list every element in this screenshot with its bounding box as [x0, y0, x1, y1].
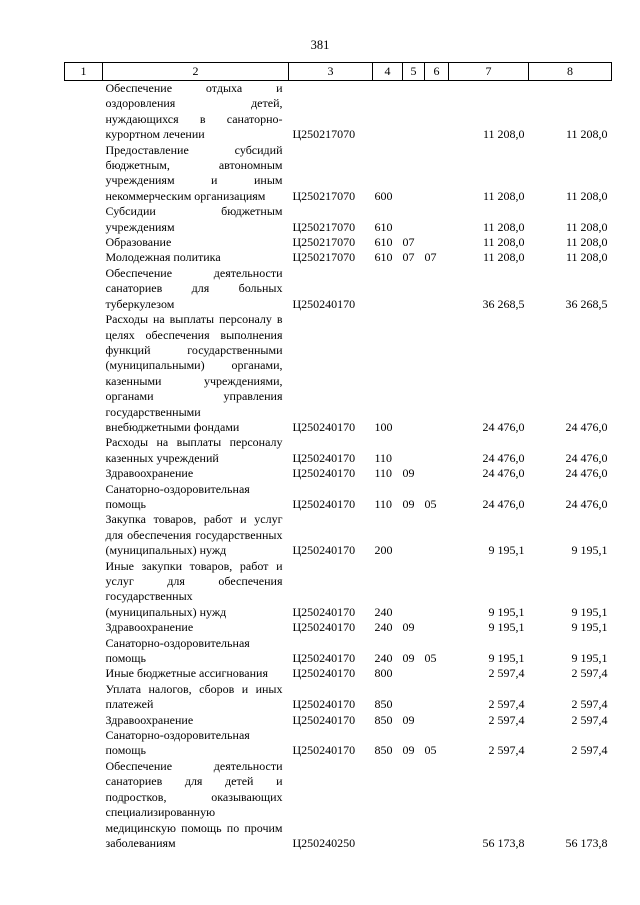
cell-section: 07	[402, 250, 415, 265]
cell-number	[65, 312, 103, 435]
cell-amount-year1: 2 597,4	[488, 712, 525, 727]
cell-amount-year2: 11 208,0	[565, 235, 608, 250]
cell-amount-year2: 36 268,5	[565, 296, 608, 311]
cell-subsection	[425, 235, 449, 250]
header-row	[65, 63, 612, 81]
cell-name: Здравоохранение	[105, 466, 194, 481]
cell-amount-year2: 11 208,0	[565, 127, 608, 142]
cell-amount-year2: 56 173,8	[565, 835, 608, 850]
table-row	[65, 636, 612, 667]
cell-number	[65, 636, 103, 667]
cell-amount-year1: 9 195,1	[488, 651, 525, 666]
cell-amount-year1: 11 208,0	[482, 127, 525, 142]
cell-expense-type: 850	[374, 697, 393, 712]
table-row	[65, 559, 612, 621]
cell-subsection: 07	[424, 250, 437, 265]
cell-target-code: Ц250240170	[292, 450, 356, 465]
cell-target-code: Ц250217070	[292, 188, 356, 203]
cell-number	[65, 620, 103, 635]
cell-target-code: Ц250240250	[292, 835, 356, 850]
header-cell-8: 8	[529, 63, 612, 81]
cell-amount-year2: 2 597,4	[571, 743, 608, 758]
cell-expense-type: 850	[374, 712, 393, 727]
cell-name: Предоставление субсидий бюджетным, автономным учреждениям и иным некоммерческим организациям	[105, 142, 283, 203]
cell-name: Субсидии бюджетным учреждениям	[105, 204, 283, 234]
cell-expense-type: 110	[374, 466, 393, 481]
cell-number	[65, 466, 103, 481]
cell-expense-type: 610	[374, 235, 393, 250]
cell-subsection	[425, 713, 449, 728]
cell-amount-year2: 24 476,0	[565, 450, 608, 465]
cell-section	[403, 666, 425, 681]
cell-expense-type: 850	[374, 743, 393, 758]
cell-target-code: Ц250240170	[292, 620, 356, 635]
cell-subsection	[425, 435, 449, 466]
cell-section	[403, 312, 425, 435]
cell-target-code: Ц250240170	[292, 666, 356, 681]
cell-target-code: Ц250240170	[292, 697, 356, 712]
cell-amount-year1: 9 195,1	[488, 620, 525, 635]
cell-expense-type: 240	[374, 651, 393, 666]
cell-number	[65, 713, 103, 728]
cell-name: Здравоохранение	[105, 712, 194, 727]
cell-section: 09	[402, 620, 415, 635]
cell-target-code: Ц250240170	[292, 296, 356, 311]
cell-name: Уплата налогов, сборов и иных платежей	[105, 681, 283, 712]
cell-expense-type	[373, 759, 403, 851]
cell-name: Санаторно-оздоровительная помощь	[105, 728, 250, 758]
cell-name: Обеспечение деятельности санаториев для больных туберкулезом	[105, 265, 283, 311]
cell-amount-year2: 2 597,4	[571, 712, 608, 727]
cell-amount-year1: 36 268,5	[482, 296, 525, 311]
cell-target-code: Ц250240170	[292, 743, 356, 758]
cell-number	[65, 512, 103, 558]
cell-expense-type: 610	[374, 219, 393, 234]
cell-target-code: Ц250217070	[292, 127, 356, 142]
cell-amount-year1: 24 476,0	[482, 450, 525, 465]
table-row	[65, 235, 612, 250]
cell-target-code: Ц250240170	[292, 496, 356, 511]
cell-subsection: 05	[424, 743, 437, 758]
cell-amount-year2: 24 476,0	[565, 496, 608, 511]
cell-subsection: 05	[424, 496, 437, 511]
cell-name: Расходы на выплаты персоналу казенных учреждений	[105, 435, 283, 465]
table-row	[65, 466, 612, 481]
cell-expense-type: 240	[374, 604, 393, 619]
cell-section	[403, 81, 425, 143]
cell-name: Расходы на выплаты персоналу в целях обеспечения выполнения функций государственными (муниципальными) органами, казенными учреждениями, органами управления государственными внебюджетными фондами	[105, 312, 283, 434]
cell-target-code: Ц250240170	[292, 604, 356, 619]
cell-section	[403, 266, 425, 312]
cell-target-code: Ц250217070	[292, 219, 356, 234]
cell-subsection	[425, 682, 449, 713]
cell-number	[65, 250, 103, 265]
cell-expense-type: 110	[374, 450, 393, 465]
cell-section: 07	[402, 235, 415, 250]
cell-subsection	[425, 312, 449, 435]
cell-name: Иные закупки товаров, работ и услуг для обеспечения государственных (муниципальных) нужд	[105, 558, 283, 619]
table-row	[65, 620, 612, 635]
table-row	[65, 682, 612, 713]
cell-target-code: Ц250240170	[292, 543, 356, 558]
cell-amount-year1: 11 208,0	[482, 235, 525, 250]
cell-subsection	[425, 666, 449, 681]
cell-subsection	[425, 81, 449, 143]
cell-subsection	[425, 266, 449, 312]
cell-name: Обеспечение отдыха и оздоровления детей, нуждающихся в санаторно-курортном лечении	[105, 81, 283, 142]
cell-name: Образование	[105, 235, 172, 250]
cell-target-code: Ц250240170	[292, 419, 356, 434]
cell-subsection: 05	[424, 651, 437, 666]
cell-expense-type: 600	[374, 188, 393, 203]
cell-amount-year2: 11 208,0	[565, 219, 608, 234]
cell-section: 09	[402, 466, 415, 481]
table-row	[65, 512, 612, 558]
cell-target-code: Ц250217070	[292, 235, 356, 250]
cell-target-code: Ц250240170	[292, 466, 356, 481]
cell-name: Санаторно-оздоровительная помощь	[105, 481, 250, 511]
cell-number	[65, 559, 103, 621]
cell-amount-year1: 2 597,4	[488, 697, 525, 712]
table-row	[65, 81, 612, 143]
cell-amount-year1: 11 208,0	[482, 250, 525, 265]
cell-section	[403, 682, 425, 713]
cell-name: Закупка товаров, работ и услуг для обеспечения государственных (муниципальных) нужд	[105, 512, 283, 558]
cell-amount-year1: 9 195,1	[488, 543, 525, 558]
cell-subsection	[425, 204, 449, 235]
table-row	[65, 143, 612, 205]
cell-amount-year2: 9 195,1	[571, 620, 608, 635]
cell-name: Санаторно-оздоровительная помощь	[105, 635, 250, 666]
cell-amount-year1: 56 173,8	[482, 835, 525, 850]
cell-number	[65, 482, 103, 513]
cell-amount-year2: 11 208,0	[565, 250, 608, 265]
cell-expense-type: 200	[374, 543, 393, 558]
table-row	[65, 204, 612, 235]
table-row	[65, 482, 612, 513]
cell-target-code: Ц250240170	[292, 712, 356, 727]
cell-section	[403, 759, 425, 851]
cell-subsection	[425, 559, 449, 621]
cell-number	[65, 728, 103, 759]
cell-section: 09	[402, 651, 415, 666]
cell-number	[65, 81, 103, 143]
cell-section	[403, 512, 425, 558]
page-number: 381	[310, 38, 330, 52]
cell-number	[65, 682, 103, 713]
table-row	[65, 713, 612, 728]
cell-name: Обеспечение деятельности санаториев для детей и подростков, оказывающих специализированную медицинскую помощь по прочим заболеваниям	[105, 758, 283, 850]
cell-section: 09	[402, 496, 415, 511]
cell-section	[403, 143, 425, 205]
cell-amount-year2: 9 195,1	[571, 604, 608, 619]
header-cell-7: 7	[449, 63, 529, 81]
cell-amount-year2: 9 195,1	[571, 651, 608, 666]
cell-amount-year2: 24 476,0	[565, 466, 608, 481]
cell-number	[65, 235, 103, 250]
cell-amount-year1: 2 597,4	[488, 666, 525, 681]
cell-expense-type	[373, 266, 403, 312]
cell-expense-type: 610	[374, 250, 393, 265]
header-cell-5: 5	[403, 63, 425, 81]
cell-expense-type	[373, 81, 403, 143]
table-body	[65, 81, 612, 852]
cell-number	[65, 666, 103, 681]
cell-subsection	[425, 512, 449, 558]
cell-section	[403, 559, 425, 621]
cell-amount-year1: 11 208,0	[482, 188, 525, 203]
cell-name: Молодежная политика	[105, 250, 221, 265]
cell-subsection	[425, 466, 449, 481]
table-row	[65, 435, 612, 466]
cell-expense-type: 240	[374, 620, 393, 635]
cell-section: 09	[402, 712, 415, 727]
header-cell-6: 6	[425, 63, 449, 81]
cell-amount-year2: 11 208,0	[565, 188, 608, 203]
cell-amount-year1: 2 597,4	[488, 743, 525, 758]
cell-amount-year2: 24 476,0	[565, 419, 608, 434]
cell-amount-year2: 2 597,4	[571, 697, 608, 712]
cell-number	[65, 204, 103, 235]
header-cell-1: 1	[65, 63, 103, 81]
cell-target-code: Ц250217070	[292, 250, 356, 265]
cell-name: Иные бюджетные ассигнования	[105, 666, 268, 681]
cell-number	[65, 759, 103, 851]
cell-expense-type: 100	[374, 419, 393, 434]
header-cell-4: 4	[373, 63, 403, 81]
table-row	[65, 312, 612, 435]
cell-amount-year1: 24 476,0	[482, 496, 525, 511]
cell-section	[403, 435, 425, 466]
cell-amount-year1: 24 476,0	[482, 466, 525, 481]
cell-amount-year2: 2 597,4	[571, 666, 608, 681]
cell-section: 09	[402, 743, 415, 758]
cell-amount-year1: 11 208,0	[482, 219, 525, 234]
cell-amount-year1: 24 476,0	[482, 419, 525, 434]
table-row	[65, 728, 612, 759]
header-cell-3: 3	[289, 63, 373, 81]
cell-number	[65, 266, 103, 312]
table-row	[65, 666, 612, 681]
cell-target-code: Ц250240170	[292, 651, 356, 666]
cell-subsection	[425, 143, 449, 205]
cell-expense-type: 110	[374, 496, 393, 511]
table-row	[65, 250, 612, 265]
budget-table	[64, 62, 612, 851]
cell-subsection	[425, 620, 449, 635]
table-row	[65, 759, 612, 851]
cell-name: Здравоохранение	[105, 620, 194, 635]
cell-amount-year2: 9 195,1	[571, 543, 608, 558]
cell-section	[403, 204, 425, 235]
table-row	[65, 266, 612, 312]
cell-expense-type: 800	[374, 666, 393, 681]
table-header	[65, 63, 612, 81]
cell-number	[65, 143, 103, 205]
cell-subsection	[425, 759, 449, 851]
cell-number	[65, 435, 103, 466]
header-cell-2: 2	[103, 63, 289, 81]
cell-amount-year1: 9 195,1	[488, 604, 525, 619]
